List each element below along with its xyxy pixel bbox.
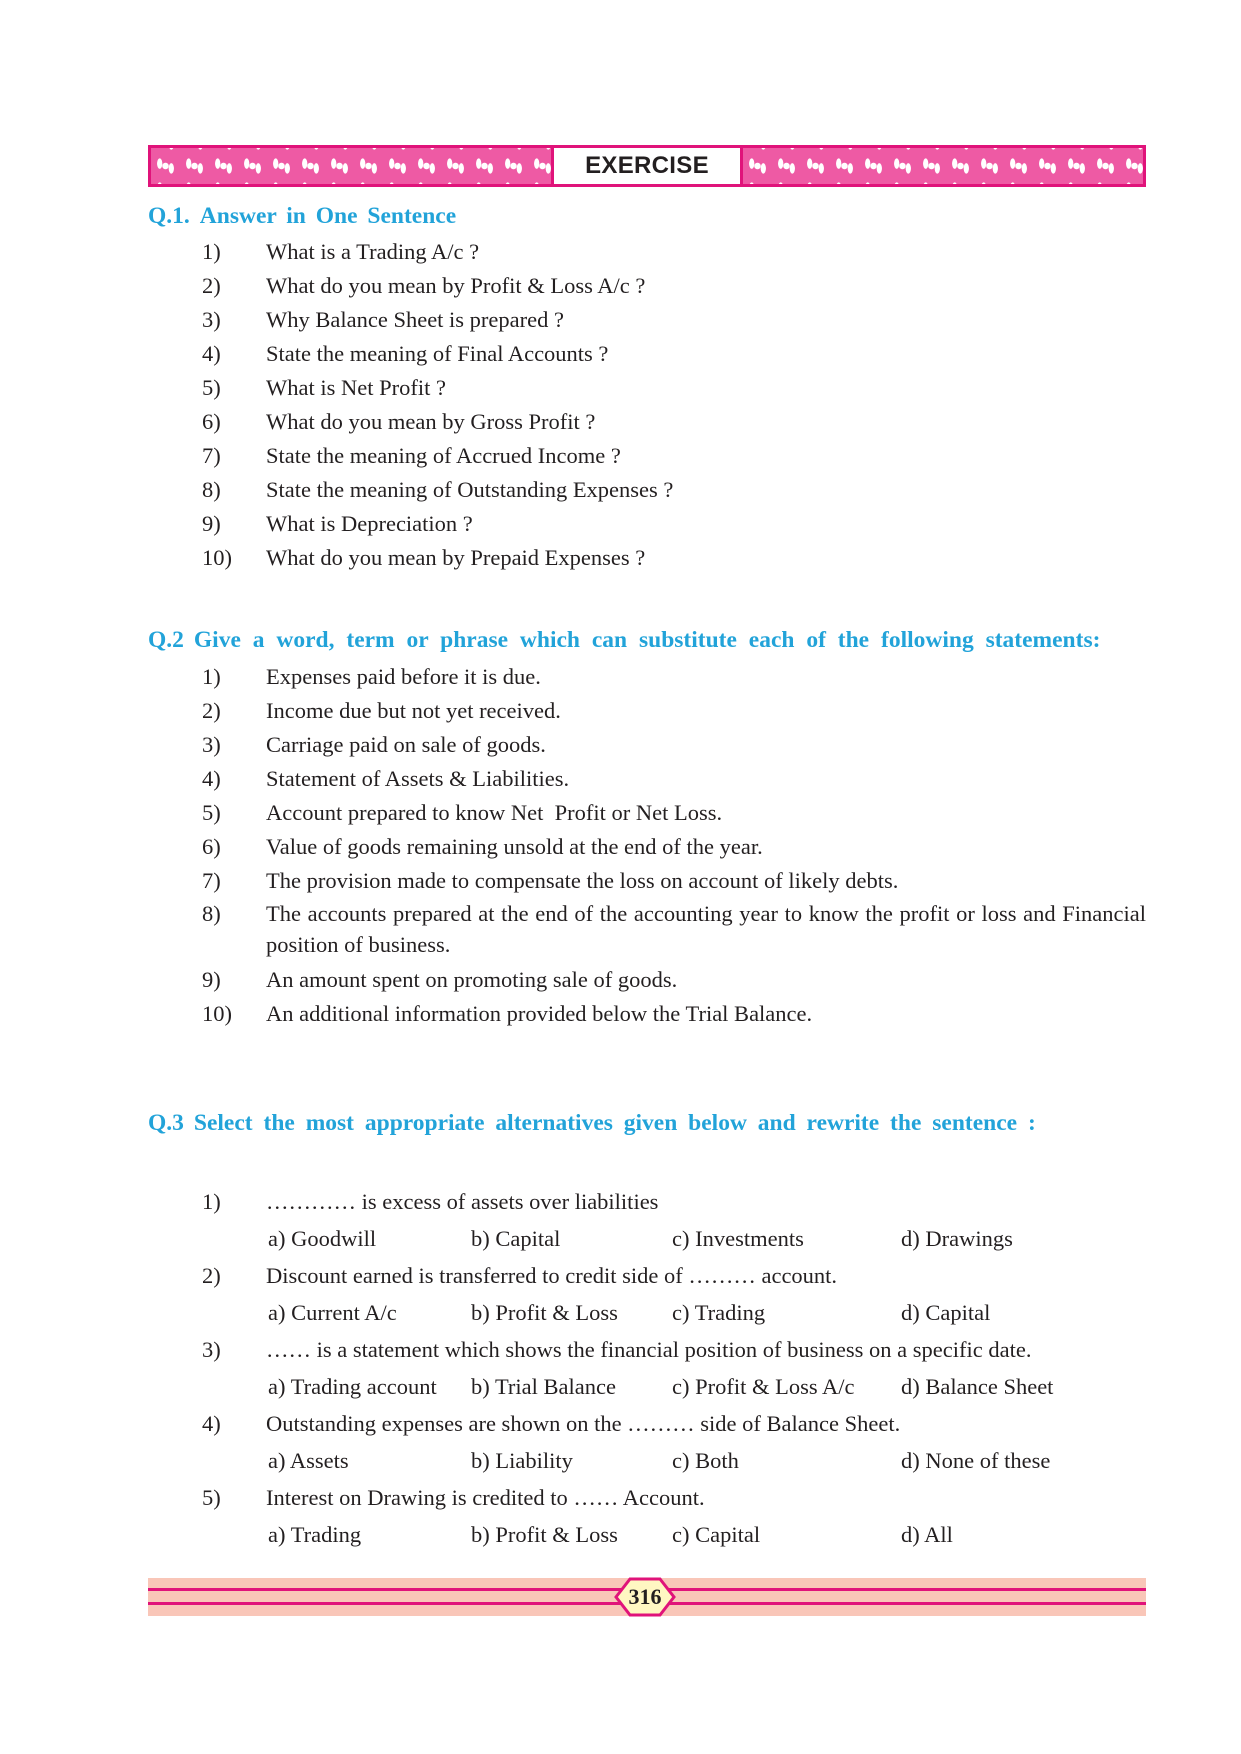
item-number: 1) [202,664,221,689]
item-number: 2) [202,1263,221,1288]
item-number: 2) [202,273,221,298]
q1-item [202,303,1146,337]
item-number: 5) [202,1485,221,1510]
item-text: Statement of Assets & Liabilities. [266,766,570,791]
option-a: a) Assets [268,1448,349,1473]
item-number: 4) [202,766,221,791]
q1-item [202,439,1146,473]
option-d: d) Capital [901,1300,991,1325]
item-text: What do you mean by Gross Profit ? [266,409,596,434]
item-number: 1) [202,1189,221,1214]
item-number: 3) [202,307,221,332]
option-b: b) Trial Balance [471,1374,616,1399]
item-text: Income due but not yet received. [266,698,561,723]
item-text: What is a Trading A/c ? [266,239,480,264]
q2-heading [148,627,1100,654]
item-number: 5) [202,375,221,400]
item-text: State the meaning of Final Accounts ? [266,341,609,366]
option-d: d) Balance Sheet [901,1374,1054,1399]
page-number: 316 [628,1584,662,1609]
option-a: a) Goodwill [268,1226,377,1251]
q1-item [202,337,1146,371]
option-c: c) Both [672,1448,739,1473]
item-number: 6) [202,409,221,434]
q2-item [202,830,1146,864]
option-b: b) Profit & Loss [471,1300,618,1325]
item-number: 10) [202,545,232,570]
banner-floral-pattern-left [148,145,554,187]
q1-number: Q.1. [148,203,190,229]
banner-floral-pattern-right [740,145,1146,187]
q3-options [202,1368,1146,1405]
item-text: Expenses paid before it is due. [266,664,541,689]
q1-list [202,235,1146,575]
q1-item [202,235,1146,269]
q1-heading [148,203,456,230]
item-number: 7) [202,443,221,468]
item-number: 8) [202,477,221,502]
q2-title: Give a word, term or phrase which can substitute each of the following statements: [193,627,1101,653]
item-number: 5) [202,800,221,825]
q1-title: Answer in One Sentence [199,203,457,229]
exercise-title: EXERCISE [554,145,740,187]
option-a: a) Trading [268,1522,362,1547]
item-text: An amount spent on promoting sale of goods. [266,967,678,992]
item-text: Account prepared to know Net Profit or Net Loss. [266,800,723,825]
q1-item [202,269,1146,303]
item-text: What do you mean by Prepaid Expenses ? [266,545,646,570]
item-text: State the meaning of Outstanding Expenses ? [266,477,674,502]
question-text: ………… is excess of assets over liabilities [266,1189,659,1214]
item-text: Carriage paid on sale of goods. [266,732,546,757]
option-b: b) Profit & Loss [471,1522,618,1547]
option-b: b) Liability [471,1448,573,1473]
q3-list [202,1183,1146,1553]
option-d: d) All [901,1522,953,1547]
item-number: 9) [202,511,221,536]
option-c: c) Capital [672,1522,761,1547]
q2-item [202,728,1146,762]
option-d: d) None of these [901,1448,1051,1473]
q2-item [202,694,1146,728]
item-number: 1) [202,239,221,264]
option-c: c) Profit & Loss A/c [672,1374,855,1399]
question-text: …… is a statement which shows the financial position of business on a specific date. [266,1337,1032,1362]
q2-item [202,864,1146,898]
item-text: The provision made to compensate the loss on account of likely debts. [266,868,899,893]
q3-question [202,1479,1146,1516]
question-text: Outstanding expenses are shown on the ……… side of Balance Sheet. [266,1411,901,1436]
item-text: The accounts prepared at the end of the accounting year to know the profit or loss and Financial position of business. [266,901,1146,957]
q3-options [202,1516,1146,1553]
option-d: d) Drawings [901,1226,1013,1251]
item-text: What is Depreciation ? [266,511,473,536]
item-text: State the meaning of Accrued Income ? [266,443,621,468]
option-c: c) Investments [672,1226,804,1251]
q3-title: Select the most appropriate alternatives given below and rewrite the sentence : [193,1110,1036,1136]
q2-list [202,660,1146,1031]
q1-item [202,405,1146,439]
item-number: 4) [202,1411,221,1436]
q3-question [202,1257,1146,1294]
item-text: What is Net Profit ? [266,375,446,400]
item-number: 3) [202,1337,221,1362]
q3-question [202,1405,1146,1442]
q1-item [202,371,1146,405]
item-text: An additional information provided below the Trial Balance. [266,1001,813,1026]
item-number: 9) [202,967,221,992]
question-text: Discount earned is transferred to credit side of ……… account. [266,1263,838,1288]
q3-options [202,1220,1146,1257]
exercise-banner [148,145,1146,187]
question-text: Interest on Drawing is credited to …… Account. [266,1485,705,1510]
item-number: 6) [202,834,221,859]
q1-item [202,507,1146,541]
option-b: b) Capital [471,1226,561,1251]
q2-item [202,660,1146,694]
q3-question [202,1183,1146,1220]
q1-item [202,541,1146,575]
q2-number: Q.2 [148,627,184,653]
q2-item [202,963,1146,997]
q3-options [202,1442,1146,1479]
q3-number: Q.3 [148,1110,184,1136]
option-c: c) Trading [672,1300,766,1325]
item-text: Value of goods remaining unsold at the end of the year. [266,834,763,859]
q2-item [202,762,1146,796]
q1-item [202,473,1146,507]
item-number: 3) [202,732,221,757]
page-number-badge [614,1577,676,1617]
q3-question [202,1331,1146,1368]
item-number: 2) [202,698,221,723]
item-number: 4) [202,341,221,366]
item-number: 7) [202,868,221,893]
q2-item [202,796,1146,830]
q3-heading [148,1110,1036,1137]
q2-item [202,997,1146,1031]
option-a: a) Current A/c [268,1300,397,1325]
q3-options [202,1294,1146,1331]
item-number: 8) [202,901,221,926]
item-number: 10) [202,1001,232,1026]
item-text: What do you mean by Profit & Loss A/c ? [266,273,646,298]
item-text: Why Balance Sheet is prepared ? [266,307,564,332]
option-a: a) Trading account [268,1374,437,1399]
q2-item [202,898,1146,960]
